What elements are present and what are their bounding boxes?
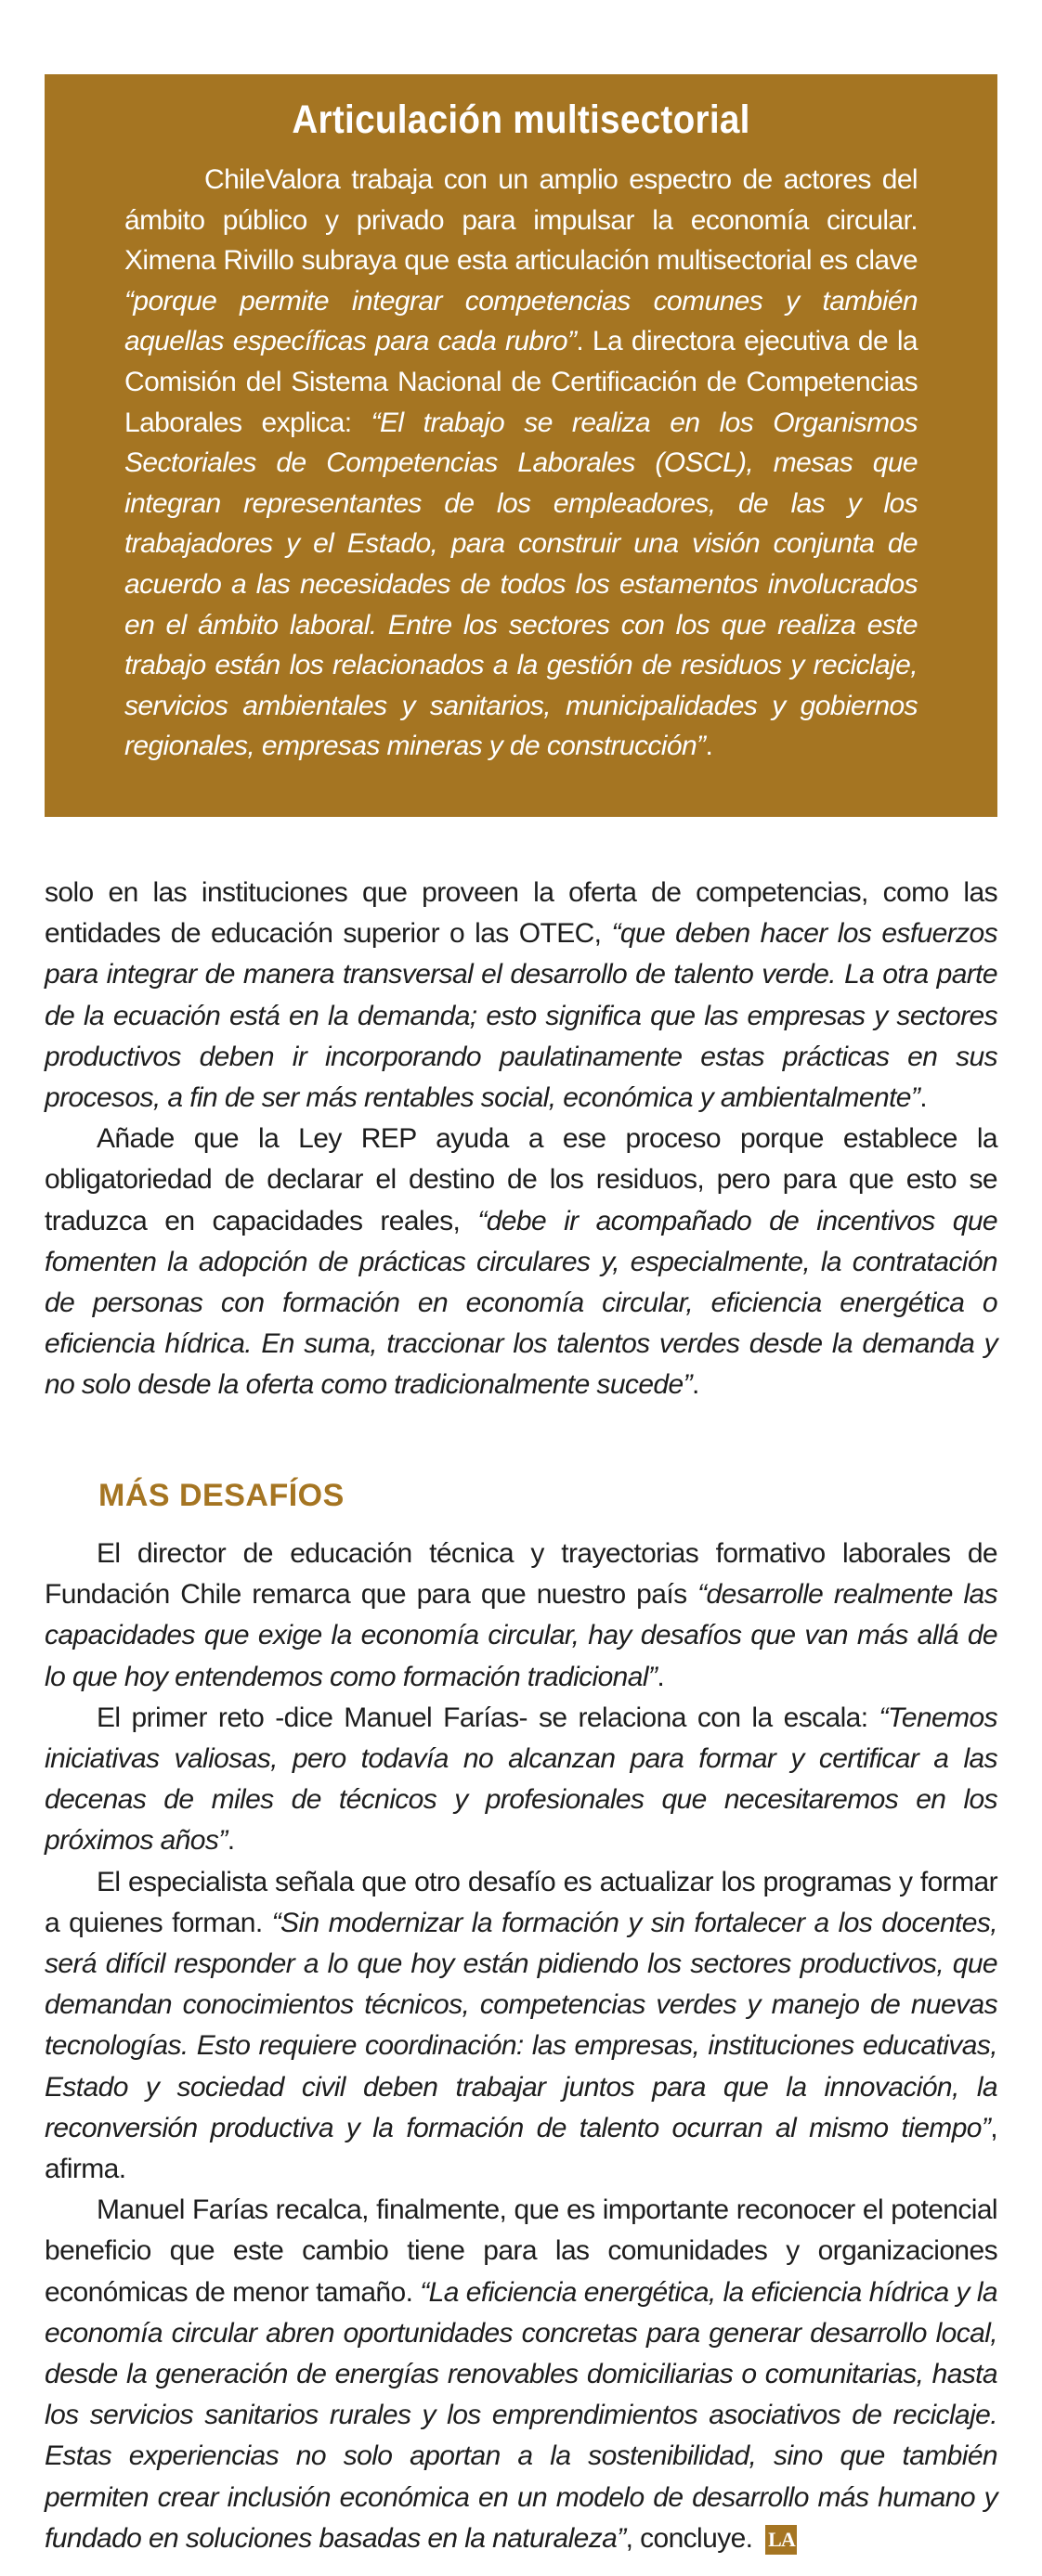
body-text: El primer reto -dice Manuel Farías- se relaciona con la escala:	[97, 1702, 879, 1733]
body-text: , afirma.	[45, 2112, 997, 2185]
sidebar-quote: “porque permite integrar competencias comunes y también aquellas específicas para cada rubro”	[124, 285, 918, 357]
body-text: .	[657, 1661, 665, 1692]
sidebar-text: . La directora ejecutiva de la Comisión del Sistema Nacional de Certificación de Competencias Laborales explica:	[124, 326, 918, 438]
section-heading: MÁS DESAFÍOS	[98, 1478, 345, 1513]
body-paragraph	[45, 2190, 997, 2559]
body-quote: “Sin modernizar la formación y sin fortalecer a los docentes, será difícil responder a lo que hoy están pidiendo los sectores productivos, que demandan conocimientos técnicos, competencias verdes y manejo de nuevas tecnologías. Esto requiere coordinación: las empresas, instituciones educativas, Estado y sociedad civil deben trabajar juntos para que la innovación, la reconversión productiva y la formación de talento ocurran al mismo tiempo”	[45, 1907, 997, 2143]
body-quote: “que deben hacer los esfuerzos para integrar de manera transversal el desarrollo de talento verde. La otra parte de la ecuación está en la demanda; esto significa que las empresas y sectores productivos deben ir incorporando paulatinamente estas prácticas en sus procesos, a fin de ser más rentables social, económica y ambientalmente”	[45, 918, 997, 1114]
sidebar-box	[45, 74, 997, 817]
end-mark-logo: LA	[765, 2525, 797, 2555]
body-column-section	[45, 1534, 997, 2559]
sidebar-text: .	[705, 731, 713, 762]
body-text: .	[919, 1082, 928, 1114]
body-text: .	[227, 1825, 235, 1857]
body-text: solo en las instituciones que proveen la oferta de competencias, como las entidades de educación superior o las OTEC,	[45, 877, 997, 950]
sidebar-quote: “El trabajo se realiza en los Organismos Sectoriales de Competencias Laborales (OSCL), mesas que integran representantes de los empleadores, de las y los trabajadores y el Estado, para construir una visión conjunta de acuerdo a las necesidades de todos los estamentos involucrados en el ámbito laboral. Entre los sectores con los que realiza este trabajo están los relacionados a la gestión de residuos y reciclaje, servicios ambientales y sanitarios, municipalidades y gobiernos regionales, empresas mineras y de construcción”	[124, 407, 918, 762]
body-column	[45, 873, 997, 1406]
body-text: El especialista señala que otro desafío es actualizar los programas y formar a quienes forman.	[45, 1866, 997, 1938]
body-quote: “desarrolle realmente las capacidades que exige la economía circular, hay desafíos que van más allá de lo que hoy entendemos como formación tradicional”	[45, 1579, 997, 1692]
body-paragraph	[45, 1862, 997, 2191]
body-paragraph	[45, 873, 997, 1119]
sidebar-text: ChileValora trabaja con un amplio espectro de actores del ámbito público y privado para impulsar la economía circular. Ximena Rivillo subraya que esta articulación multisectorial es clave	[124, 164, 918, 277]
body-paragraph	[45, 1534, 997, 1698]
body-quote: “La eficiencia energética, la eficiencia hídrica y la economía circular abren oportunidades concretas para generar desarrollo local, desde la generación de energías renovables domiciliarias o comunitarias, hasta los servicios sanitarios rurales y los emprendimientos asociativos de reciclaje. Estas experiencias no solo aportan a la sostenibilidad, sino que también permiten crear inclusión económica en un modelo de desarrollo más humano y fundado en soluciones basadas en la naturaleza”	[45, 2276, 997, 2554]
body-paragraph	[45, 1698, 997, 1862]
sidebar-title: Articulación multisectorial	[292, 97, 750, 142]
body-paragraph	[45, 1119, 997, 1405]
sidebar-paragraph	[124, 160, 918, 767]
body-text: Manuel Farías recalca, finalmente, que es importante reconocer el potencial beneficio que este cambio tiene para las comunidades y organizaciones económicas de menor tamaño.	[45, 2194, 997, 2308]
body-quote: “Tenemos iniciativas valiosas, pero todavía no alcanzan para formar y certificar a las decenas de miles de técnicos y profesionales que necesitaremos en los próximos años”	[45, 1702, 997, 1857]
body-text: Añade que la Ley REP ayuda a ese proceso porque establece la obligatoriedad de declarar el destino de los residuos, pero para que esto se traduzca en capacidades reales,	[45, 1123, 997, 1236]
body-text: , concluye.	[625, 2522, 753, 2554]
body-quote: “debe ir acompañado de incentivos que fomenten la adopción de prácticas circulares y, especialmente, la contratación de personas con formación en economía circular, eficiencia energética o eficiencia hídrica. En suma, traccionar los talentos verdes desde la demanda y no solo desde la oferta como tradicionalmente sucede”	[45, 1205, 998, 1401]
body-text: .	[691, 1369, 699, 1401]
body-text: El director de educación técnica y trayectorias formativo laborales de Fundación Chile remarca que para que nuestro país	[45, 1538, 997, 1611]
